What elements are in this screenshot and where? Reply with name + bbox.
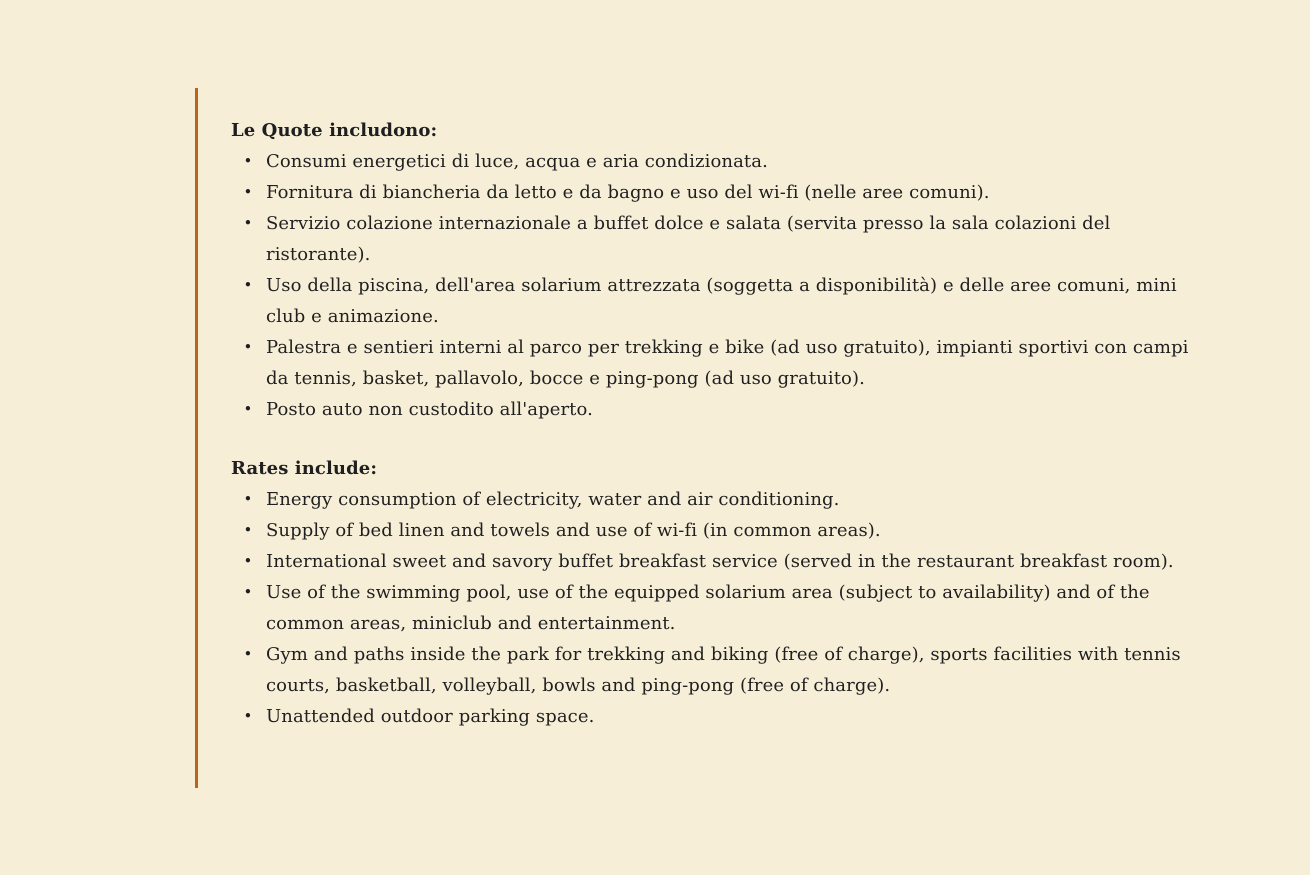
english-list: [231, 484, 1191, 732]
list-item-text: Uso della piscina, dell'area solarium attrezzata (soggetta a disponibilità) e delle aree comuni, mini club e animazione.: [266, 275, 1177, 327]
rates-info-box: [195, 88, 1195, 788]
bullet-icon: •: [243, 338, 253, 356]
list-item-text: Energy consumption of electricity, water and air conditioning.: [266, 489, 840, 510]
list-item-text: Gym and paths inside the park for trekking and biking (free of charge), sports facilities with tennis courts, basketball, volleyball, bowls and ping-pong (free of charge).: [266, 644, 1181, 696]
list-item: [231, 394, 1191, 425]
bullet-icon: •: [243, 521, 253, 539]
bullet-icon: •: [243, 583, 253, 601]
italian-heading: Le Quote includono:: [231, 120, 438, 141]
list-item: [231, 546, 1191, 577]
list-item-text: Use of the swimming pool, use of the equipped solarium area (subject to availability) and of the common areas, miniclub and entertainment.: [266, 582, 1150, 634]
list-item: [231, 515, 1191, 546]
bullet-icon: •: [243, 707, 253, 725]
list-item: [231, 701, 1191, 732]
list-item-text: Servizio colazione internazionale a buffet dolce e salata (servita presso la sala colazioni del ristorante).: [266, 213, 1111, 265]
list-item-text: International sweet and savory buffet breakfast service (served in the restaurant breakfast room).: [266, 551, 1174, 572]
list-item: [231, 577, 1191, 639]
list-item: [231, 332, 1191, 394]
bullet-icon: •: [243, 490, 253, 508]
list-item: [231, 208, 1191, 270]
italian-section: [231, 115, 1191, 425]
list-item-text: Supply of bed linen and towels and use of wi-fi (in common areas).: [266, 520, 881, 541]
italian-list: [231, 146, 1191, 425]
list-item-text: Posto auto non custodito all'aperto.: [266, 399, 593, 420]
bullet-icon: •: [243, 645, 253, 663]
list-item: [231, 270, 1191, 332]
list-item: [231, 177, 1191, 208]
list-item-text: Unattended outdoor parking space.: [266, 706, 595, 727]
english-section: [231, 453, 1191, 732]
bullet-icon: •: [243, 152, 253, 170]
list-item-text: Fornitura di biancheria da letto e da bagno e uso del wi-fi (nelle aree comuni).: [266, 182, 990, 203]
english-heading: Rates include:: [231, 458, 378, 479]
list-item: [231, 146, 1191, 177]
list-item: [231, 639, 1191, 701]
bullet-icon: •: [243, 276, 253, 294]
bullet-icon: •: [243, 552, 253, 570]
bullet-icon: •: [243, 183, 253, 201]
list-item: [231, 484, 1191, 515]
bullet-icon: •: [243, 400, 253, 418]
list-item-text: Consumi energetici di luce, acqua e aria condizionata.: [266, 151, 768, 172]
list-item-text: Palestra e sentieri interni al parco per trekking e bike (ad uso gratuito), impianti sportivi con campi da tennis, basket, pallavolo, bocce e ping-pong (ad uso gratuito).: [266, 337, 1189, 389]
bullet-icon: •: [243, 214, 253, 232]
